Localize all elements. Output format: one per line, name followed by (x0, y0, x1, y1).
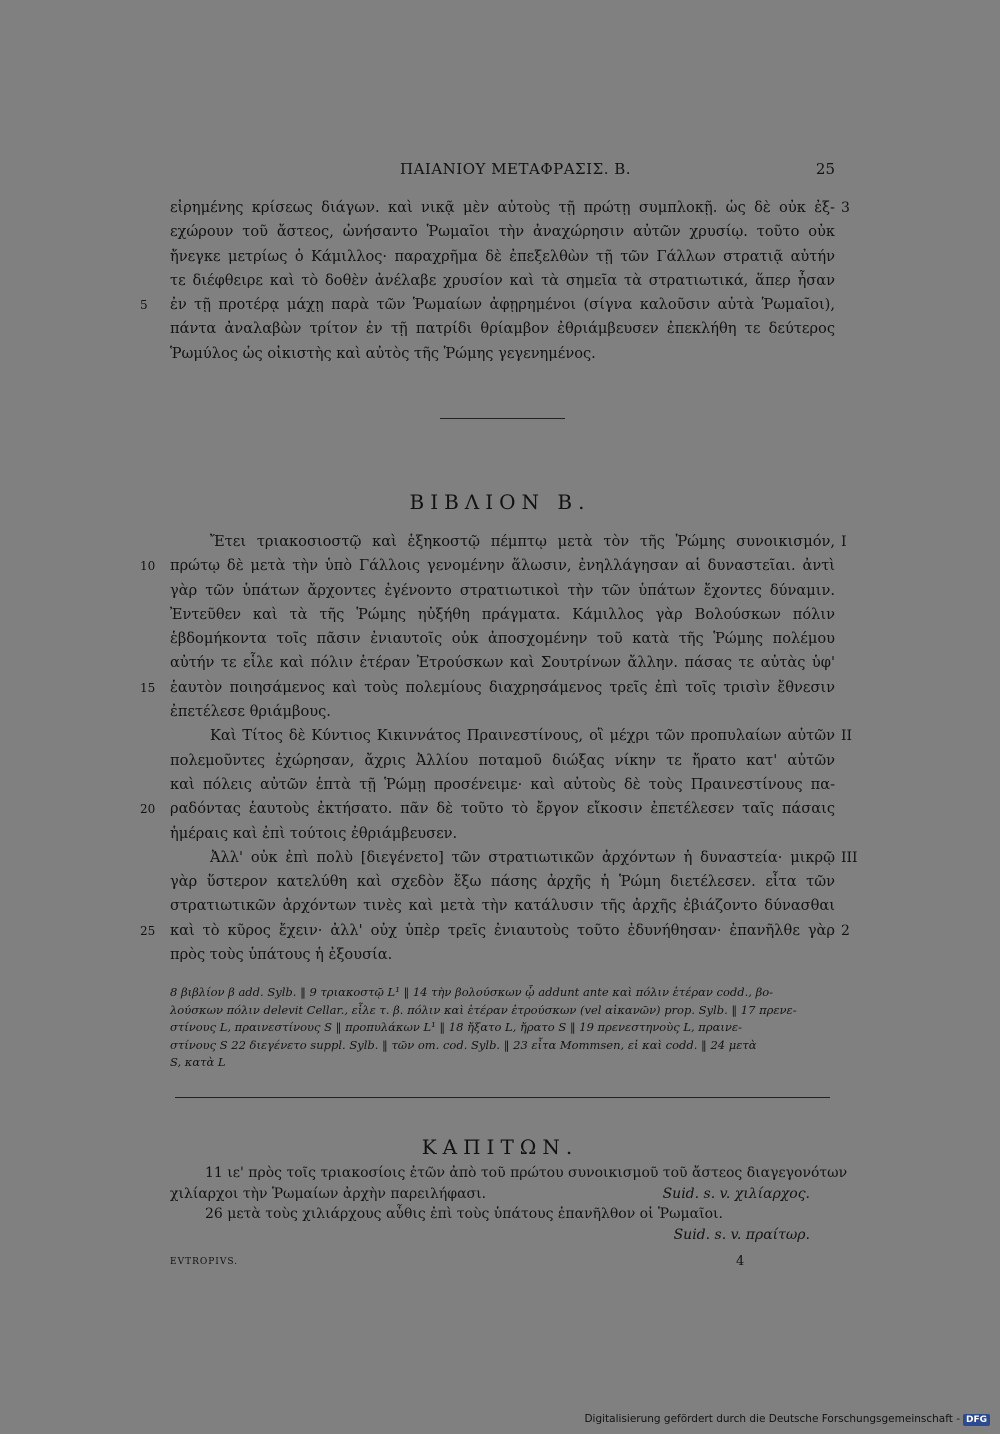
apparatus-line: στίνους L, πραινεστίνους S ‖ προπυλάκων L¹ ‖ 18 ἤξατο L, ἤρατο S ‖ 19 πρενεστηνοὺς L, πραινε- (170, 1020, 742, 1034)
main-text (140, 530, 858, 967)
book-title: ΒΙΒΛΙΟΝ Β. (409, 490, 591, 514)
apparatus-rule (175, 1097, 830, 1098)
text-line (140, 676, 835, 700)
line-text: ραδόντας ἑαυτοὺς ἐκτήσατο. πᾶν δὲ τοῦτο τὸ ἔργον εἴκοσιν ἐπετέλεσεν ταῖς πάσαις (170, 800, 835, 818)
line-text: Ῥωμύλος ὡς οἰκιστὴς καὶ αὐτὸς τῆς Ῥώμης γεγενημένος. (170, 344, 596, 362)
line-text: εχώρουν τοῦ ἄστεος, ὠνήσαντο Ῥωμαῖοι τὴν ἀναχώρησιν αὐτῶν χρυσίῳ. τοῦτο οὐκ (170, 223, 835, 241)
line-text: ἐν τῇ προτέρᾳ μάχῃ παρὰ τῶν Ῥωμαίων ἀφῃρημένοι (σίγνα καλοῦσιν αὐτὰ Ῥωμαῖοι), (170, 296, 835, 314)
sheet-number: 4 (736, 1254, 745, 1269)
text-line (170, 724, 853, 748)
testimonia-line (170, 1225, 835, 1246)
text-line (170, 245, 835, 269)
dfg-credit (584, 1413, 990, 1426)
continued-text (140, 196, 850, 366)
line-text: πάντα ἀναλαβὼν τρίτον ἐν τῇ πατρίδι θρίαμβον ἐθριάμβευσεν ἐπεκλήθη τε δεύτερος (170, 320, 835, 338)
text-line (140, 797, 835, 821)
text-line (170, 870, 835, 894)
text-line (170, 317, 835, 341)
text-line (170, 822, 835, 846)
line-text: ἑαυτὸν ποιησάμενος καὶ τοὺς πολεμίους διαχρησάμενος τρεῖς ἐπὶ τοῖς τρισὶν ἔθνεσιν (170, 678, 835, 696)
line-number: 20 (140, 802, 156, 817)
dfg-credit-text: Digitalisierung gefördert durch die Deutsche Forschungsgemeinschaft - (584, 1413, 960, 1425)
section-rule (440, 418, 565, 419)
kapiton-title: ΚΑΠΙΤΩΝ. (421, 1135, 579, 1159)
line-text: τε διέφθειρε καὶ τὸ δοθὲν ἀνέλαβε χρυσίον καὶ τὰ σημεῖα τὰ στρατιωτικά, ἅπερ ἦσαν (170, 271, 835, 289)
page-number: 25 (815, 160, 835, 178)
text-line (170, 579, 835, 603)
line-text: πολεμοῦντες ἐχώρησαν, ἄχρις Ἀλλίου ποταμοῦ διώξας νίκην τε ἤρατο κατ' αὐτῶν (170, 751, 835, 769)
text-line (170, 773, 835, 797)
text-line (140, 293, 835, 317)
text-line (170, 196, 850, 220)
testimonia-line (170, 1163, 848, 1184)
testimonia-source: Suid. s. v. πραίτωρ. (673, 1226, 810, 1243)
section-number: 2 (841, 922, 850, 939)
testimonia-text: 26 μετὰ τοὺς χιλιάρχους αὖθις ἐπὶ τοὺς ὑπάτους ἐπανῆλθον οἱ Ῥωμαῖοι. (205, 1206, 723, 1222)
text-line (170, 603, 835, 627)
text-line (140, 919, 850, 943)
line-text: Ἐντεῦθεν καὶ τὰ τῆς Ῥώμης ηὐξήθη πράγματα. Κάμιλλος γὰρ Βολούσκων πόλιν (170, 605, 835, 623)
line-text: στρατιωτικῶν ἀρχόντων τινὲς καὶ μετὰ τὴν κατάλυσιν τῆς ἀρχῆς ἐβιάζοντο δύνασθαι (170, 897, 835, 915)
line-text: εἰρημένης κρίσεως διάγων. καὶ νικᾷ μὲν αὐτοὺς τῇ πρώτῃ συμπλοκῇ. ὡς δὲ οὐκ ἐξ- (170, 199, 835, 216)
testimonia-text: χιλίαρχοι τὴν Ῥωμαίων ἀρχὴν παρειλήφασι. (170, 1185, 487, 1202)
text-line (170, 220, 835, 244)
section-number: II (841, 728, 853, 745)
text-line (170, 651, 835, 675)
text-line (170, 943, 835, 967)
line-number: 10 (140, 559, 156, 574)
apparatus-line: 8 βιβλίον β add. Sylb. ‖ 9 τριακοστῷ L¹ ‖ 14 τὴν βολούσκων ᾧ addunt ante καὶ πόλιν ἑτέραν codd., βο- (170, 985, 774, 999)
text-line (170, 342, 835, 366)
running-header (170, 160, 835, 182)
line-text: ἡμέραις καὶ ἐπὶ τούτοις ἐθριάμβευσεν. (170, 824, 458, 842)
line-text: γὰρ ὕστερον κατελύθη καὶ σχεδὸν ἔξω πάσης ἀρχῆς ἡ Ῥώμη διετέλεσεν. εἶτα τῶν (170, 873, 835, 891)
line-text: Ἔτει τριακοσιοστῷ καὶ ἑξηκοστῷ πέμπτῳ μετὰ τὸν τῆς Ῥώμης συνοικισμόν, (210, 533, 835, 550)
line-text: καὶ τὸ κῦρος ἔχειν· ἀλλ' οὐχ ὑπὲρ τρεῖς ἐνιαυτοὺς τοῦτο ἐδυνήθησαν· ἐπανῆλθε γὰρ (170, 921, 835, 939)
line-text: γὰρ τῶν ὑπάτων ἄρχοντες ἐγένοντο στρατιωτικοὶ τὴν τῶν ὑπάτων ἔχοντες δύναμιν. (170, 581, 835, 599)
text-line (170, 894, 835, 918)
apparatus-line: λούσκων πόλιν delevit Cellar., εἷλε τ. β. πόλιν καὶ ἑτέραν ἐτρούσκων (vel αἰκανῶν) prop. Sylb. ‖ 17 πρενε- (170, 1002, 797, 1017)
testimonia-text: 11 ιε' πρὸς τοῖς τριακοσίοις ἐτῶν ἀπὸ τοῦ πρώτου συνοικισμοῦ τοῦ ἄστεος διαγεγονότων (205, 1165, 848, 1181)
line-number: 5 (140, 298, 148, 313)
line-text: καὶ πόλεις αὐτῶν ἑπτὰ τῇ Ῥώμῃ προσένειμε· καὶ αὐτοὺς δὲ τοὺς Πραινεστίνους πα- (170, 775, 835, 793)
line-text: πρὸς τοὺς ὑπάτους ἡ ἐξουσία. (170, 946, 393, 964)
dfg-logo: DFG (963, 1414, 990, 1426)
apparatus-line: S, κατὰ L (170, 1055, 226, 1069)
section-number: 3 (841, 200, 850, 216)
line-text: αὐτήν τε εἷλε καὶ πόλιν ἑτέραν Ἐτρούσκων καὶ Σουτρίνων ἄλλην. πάσας τε αὐτὰς ὑφ' (170, 654, 835, 672)
text-line (170, 530, 847, 554)
line-text: πρώτῳ δὲ μετὰ τὴν ὑπὸ Γάλλοις γενομένην ἅλωσιν, ἐνηλλάγησαν αἱ δυναστεῖαι. ἀντὶ (170, 557, 835, 575)
apparatus-line: στίνους S 22 διεγένετο suppl. Sylb. ‖ τῶν om. cod. Sylb. ‖ 23 εἶτα Mommsen, εἰ καὶ codd. ‖ 24 μετὰ (170, 1037, 757, 1052)
apparatus-criticus (170, 984, 835, 1072)
signature-mark: EVTROPIVS. (170, 1257, 239, 1267)
line-text: ἤνεγκε μετρίως ὁ Κάμιλλος· παραχρῆμα δὲ ἐπεξελθὼν τῇ τῶν Γάλλων στρατιᾷ αὐτήν (170, 247, 835, 265)
line-text: ἑβδομήκοντα τοῖς πᾶσιν ἐνιαυτοῖς οὐκ ἀποσχομένην τοῦ κατὰ τῆς Ῥώμης πολέμου (170, 630, 835, 648)
text-line (170, 700, 835, 724)
section-number: I (841, 534, 847, 550)
text-line (170, 269, 835, 293)
text-line (170, 627, 835, 651)
line-text: ἐπετέλεσε θριάμβους. (170, 703, 331, 721)
testimonia-source: Suid. s. v. χιλίαρχος. (662, 1185, 810, 1202)
text-line (170, 749, 835, 773)
section-number: III (841, 849, 858, 866)
line-text: Ἀλλ' οὐκ ἐπὶ πολὺ [διεγένετο] τῶν στρατιωτικῶν ἀρχόντων ἡ δυναστεία· μικρῷ (210, 848, 835, 866)
running-title: ΠΑΙΑΝΙΟΥ ΜΕΤΑΦΡΑΣΙΣ. Β. (400, 160, 632, 178)
testimonia-line (170, 1184, 835, 1205)
text-line (170, 846, 858, 870)
testimonia (170, 1163, 848, 1245)
testimonia-line (170, 1204, 835, 1225)
line-number: 15 (140, 680, 156, 695)
line-text: Καὶ Τίτος δὲ Κύντιος Κικιννάτος Πραινεστίνους, οἳ μέχρι τῶν προπυλαίων αὐτῶν (210, 727, 835, 745)
line-number: 25 (140, 923, 156, 938)
text-line (140, 554, 835, 578)
